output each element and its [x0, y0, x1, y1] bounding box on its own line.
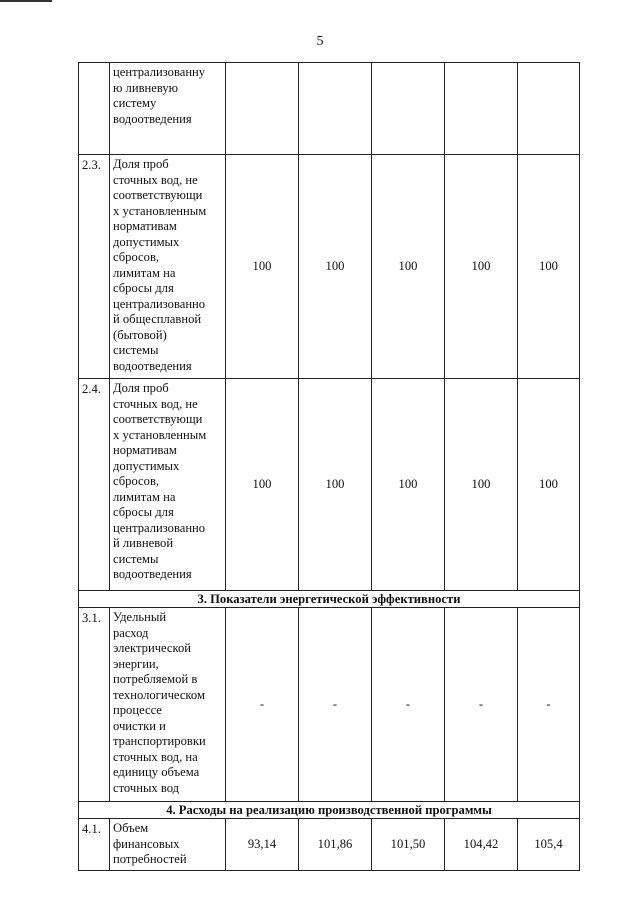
indicator-name-line: сбросов,: [113, 250, 160, 264]
indicator-name-line: сбросы для: [113, 505, 174, 519]
value-cell: 101,86: [299, 819, 372, 871]
indicator-name-line: расход: [113, 625, 149, 640]
indicator-name-line: х установленным: [113, 427, 207, 442]
indicator-name-line: сточных вод: [113, 780, 180, 795]
value-cell: 93,14: [226, 819, 299, 871]
indicator-name-line: электрической: [113, 641, 192, 655]
value-cell: [372, 63, 445, 155]
value-cell: 100: [518, 155, 580, 379]
value-cell: [299, 63, 372, 155]
indicator-name: [110, 155, 226, 379]
indicator-name-line: водоотведения: [113, 358, 192, 373]
scan-corner-mark: [0, 0, 52, 2]
indicator-name: [110, 379, 226, 591]
indicator-name-line: централизованну: [113, 65, 206, 79]
indicator-name-line: процессе: [113, 703, 162, 717]
indicator-name-line: Доля проб: [113, 381, 169, 395]
indicator-name: [110, 608, 226, 802]
table-row: [79, 608, 580, 802]
indicator-name-line: допустимых: [113, 458, 180, 473]
indicator-name: [110, 63, 226, 155]
value-cell: 101,50: [372, 819, 445, 871]
indicator-name-line: лимитам на: [113, 489, 176, 504]
value-cell: -: [372, 608, 445, 802]
indicator-name-line: технологическом: [113, 687, 205, 702]
table-row: [79, 819, 580, 871]
indicator-name-line: потребляемой в: [113, 672, 198, 686]
indicator-name-line: нормативам: [113, 219, 177, 233]
value-cell: [518, 63, 580, 155]
value-cell: -: [445, 608, 518, 802]
indicator-name-line: сбросов,: [113, 474, 160, 488]
value-cell: 100: [372, 155, 445, 379]
table-row: [79, 155, 580, 379]
indicator-name-line: системы: [113, 343, 159, 357]
indicator-name-line: сточных вод, на: [113, 749, 198, 764]
value-cell: 100: [445, 379, 518, 591]
value-cell: -: [299, 608, 372, 802]
row-number: 2.4.: [79, 379, 110, 591]
indicator-name-line: водоотведения: [113, 111, 192, 126]
value-cell: -: [518, 608, 580, 802]
value-cell: 100: [299, 155, 372, 379]
row-number: 2.3.: [79, 155, 110, 379]
row-number: 4.1.: [79, 819, 110, 871]
section-title: 3. Показатели энергетической эффективности: [79, 591, 580, 608]
indicator-name-line: энергии,: [113, 656, 159, 671]
row-number: [79, 63, 110, 155]
indicators-table: [78, 62, 580, 871]
indicator-name-line: й ливневой: [113, 536, 174, 550]
value-cell: [226, 63, 299, 155]
indicator-name: [110, 819, 226, 871]
indicator-name-line: допустимых: [113, 234, 180, 249]
indicator-name-line: централизованно: [113, 520, 206, 535]
value-cell: 105,4: [518, 819, 580, 871]
indicator-name-line: транспортировки: [113, 734, 206, 748]
indicator-name-line: очистки и: [113, 718, 166, 733]
value-cell: 104,42: [445, 819, 518, 871]
indicator-name-line: Объем: [113, 821, 149, 835]
table-row: [79, 63, 580, 155]
value-cell: [445, 63, 518, 155]
indicator-name-line: Доля проб: [113, 157, 169, 171]
indicator-name-line: ю ливневую: [113, 80, 179, 95]
value-cell: 100: [372, 379, 445, 591]
section-header-row: [79, 591, 580, 608]
indicator-name-line: соответствующи: [113, 188, 203, 202]
value-cell: 100: [518, 379, 580, 591]
section-title: 4. Расходы на реализацию производственной программы: [79, 802, 580, 819]
indicator-name-line: водоотведения: [113, 567, 192, 581]
indicator-name-line: х установленным: [113, 203, 207, 218]
indicator-name-line: нормативам: [113, 443, 177, 457]
indicator-name-line: (бытовой): [113, 327, 167, 342]
table-row: [79, 379, 580, 591]
value-cell: -: [226, 608, 299, 802]
indicator-name-line: финансовых: [113, 836, 180, 851]
indicator-name-line: потребностей: [113, 852, 187, 866]
indicator-name-line: Удельный: [113, 610, 167, 624]
indicator-name-line: й общесплавной: [113, 312, 202, 326]
value-cell: 100: [226, 155, 299, 379]
value-cell: 100: [226, 379, 299, 591]
page-number: 5: [316, 34, 324, 49]
value-cell: 100: [445, 155, 518, 379]
indicator-name-line: сточных вод, не: [113, 172, 198, 187]
value-cell: 100: [299, 379, 372, 591]
indicator-name-line: сбросы для: [113, 281, 174, 295]
indicator-name-line: сточных вод, не: [113, 396, 198, 411]
indicator-name-line: централизованно: [113, 296, 206, 311]
indicator-name-line: лимитам на: [113, 265, 176, 280]
indicator-name-line: соответствующи: [113, 412, 203, 426]
indicator-name-line: систему: [113, 96, 157, 110]
indicator-name-line: единицу объема: [113, 765, 200, 779]
indicator-name-line: системы: [113, 551, 159, 566]
row-number: 3.1.: [79, 608, 110, 802]
section-header-row: [79, 802, 580, 819]
